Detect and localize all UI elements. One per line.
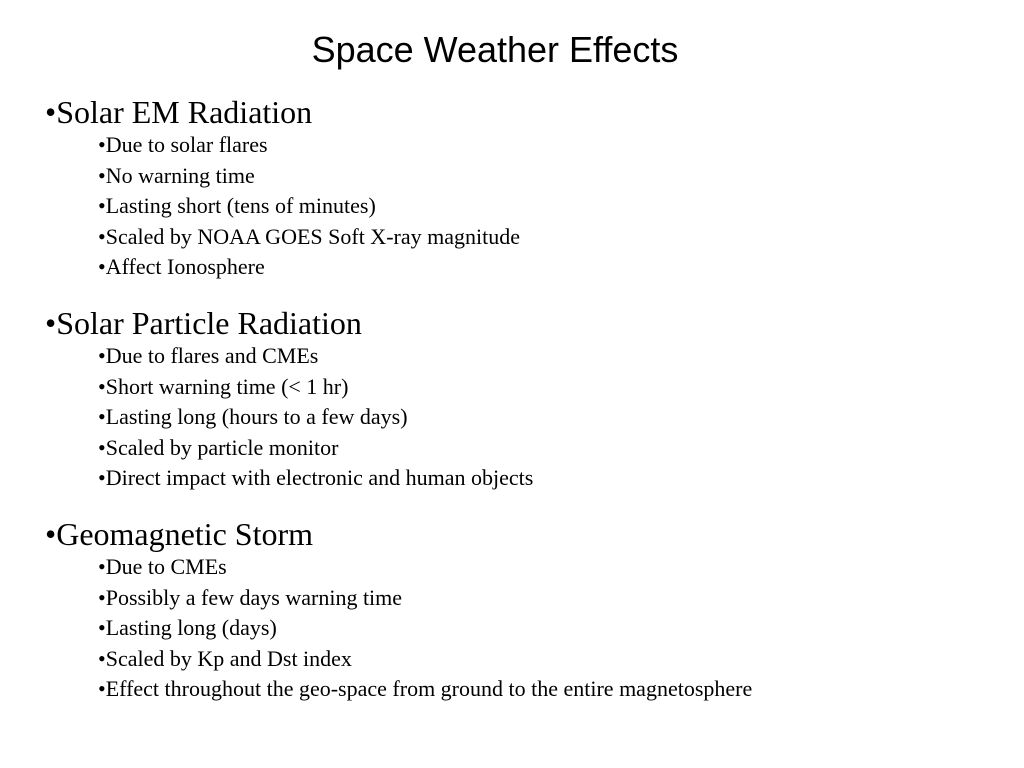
list-item-text: Lasting long (hours to a few days) — [105, 404, 408, 430]
list-item-text: Short warning time (< 1 hr) — [105, 373, 349, 399]
bullet-glyph: • — [98, 584, 106, 610]
list-item-text: Scaled by NOAA GOES Soft X-ray magnitude — [105, 223, 520, 249]
list-item-text: Possibly a few days warning time — [105, 584, 403, 610]
list-item — [98, 341, 1005, 372]
list-item — [98, 463, 1005, 494]
list-item — [98, 583, 1005, 614]
section-solar-particle-radiation — [45, 305, 1005, 494]
list-item-text: Lasting long (days) — [105, 615, 277, 641]
bullet-glyph: • — [45, 515, 57, 552]
list-item — [98, 674, 1005, 705]
list-item — [98, 552, 1005, 583]
bullet-glyph: • — [45, 94, 57, 130]
list-item-text: Scaled by particle monitor — [105, 434, 339, 460]
list-item — [98, 613, 1005, 644]
bullet-glyph: • — [98, 404, 106, 430]
bullet-glyph: • — [98, 676, 106, 702]
sub-bullet-list — [45, 341, 1005, 494]
slide-content — [45, 94, 1005, 727]
bullet-glyph: • — [98, 342, 106, 368]
section-geomagnetic-storm — [45, 516, 1005, 705]
list-item-text: Affect Ionosphere — [105, 254, 265, 280]
bullet-glyph: • — [98, 162, 106, 188]
section-heading — [45, 94, 1005, 130]
list-item — [98, 402, 1005, 433]
bullet-glyph: • — [98, 193, 106, 219]
section-heading — [45, 305, 1005, 341]
list-item-text: Lasting short (tens of minutes) — [105, 193, 376, 219]
section-heading-text: Geomagnetic Storm — [56, 515, 314, 552]
section-heading-text: Solar Particle Radiation — [56, 304, 362, 341]
list-item — [98, 161, 1005, 192]
bullet-glyph: • — [98, 223, 106, 249]
list-item — [98, 252, 1005, 283]
bullet-glyph: • — [98, 645, 106, 671]
list-item-text: Direct impact with electronic and human objects — [105, 465, 534, 491]
bullet-glyph: • — [98, 615, 106, 641]
bullet-glyph: • — [98, 465, 106, 491]
list-item-text: Due to flares and CMEs — [105, 342, 319, 368]
list-item — [98, 372, 1005, 403]
list-item — [98, 191, 1005, 222]
list-item-text: Due to solar flares — [105, 132, 268, 157]
list-item — [98, 130, 1005, 161]
list-item — [98, 644, 1005, 675]
slide-title: Space Weather Effects — [311, 29, 679, 70]
section-heading — [45, 516, 1005, 552]
bullet-glyph: • — [98, 553, 106, 579]
bullet-glyph: • — [98, 254, 106, 280]
list-item — [98, 433, 1005, 464]
bullet-glyph: • — [45, 304, 57, 341]
section-heading-text: Solar EM Radiation — [56, 94, 313, 130]
list-item-text: Scaled by Kp and Dst index — [105, 645, 352, 671]
list-item-text: Effect throughout the geo-space from ground to the entire magnetosphere — [105, 676, 753, 702]
sub-bullet-list — [45, 130, 1005, 283]
bullet-glyph: • — [98, 132, 106, 157]
sub-bullet-list — [45, 552, 1005, 705]
list-item-text: No warning time — [105, 162, 255, 188]
list-item-text: Due to CMEs — [105, 553, 227, 579]
section-solar-em-radiation — [45, 94, 1005, 283]
bullet-glyph: • — [98, 434, 106, 460]
list-item — [98, 222, 1005, 253]
bullet-glyph: • — [98, 373, 106, 399]
